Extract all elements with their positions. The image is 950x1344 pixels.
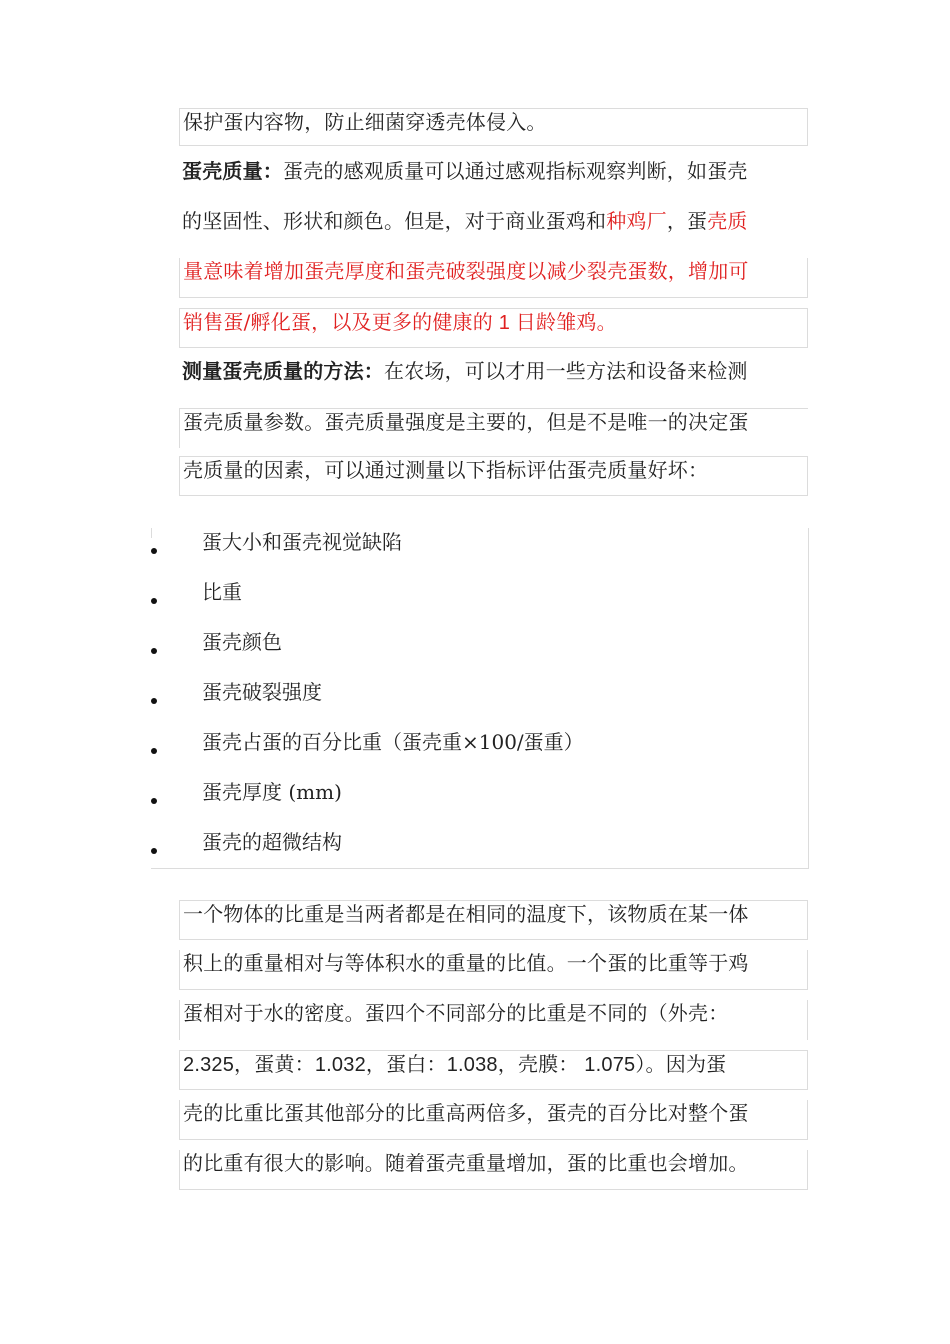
- paragraph-line: [179, 1050, 808, 1090]
- bullet-icon: [151, 848, 157, 854]
- paragraph-line: [179, 456, 808, 496]
- bullet-icon: [151, 748, 157, 754]
- paragraph-text: 的比重有很大的影响。随着蛋壳重量增加，蛋的比重也会增加。: [183, 1151, 749, 1175]
- list-item-text: 蛋壳占蛋的百分比重（蛋壳重×100/蛋重）: [202, 730, 584, 754]
- list-item-text: 蛋大小和蛋壳视觉缺陷: [202, 530, 402, 554]
- paragraph-text: 壳质量的因素，可以通过测量以下指标评估蛋壳质量好坏：: [183, 458, 709, 482]
- list-item: [151, 579, 791, 619]
- paragraph-line: [179, 408, 808, 448]
- paragraph-text: ，蛋: [666, 209, 708, 233]
- paragraph-text: 壳的比重比蛋其他部分的比重高两倍多，蛋壳的百分比对整个蛋: [183, 1101, 749, 1125]
- paragraph-line: [179, 1100, 808, 1140]
- list-item: [151, 729, 791, 769]
- paragraph-text: 2.325，蛋黄：1.032，蛋白：1.038，壳膜： 1.075）。因为蛋: [183, 1054, 727, 1076]
- list-item-text: 蛋壳颜色: [202, 630, 282, 654]
- highlight-text: 种鸡厂: [606, 209, 667, 233]
- bullet-icon: [151, 598, 157, 604]
- list-item: [151, 779, 791, 819]
- list-item-text: 蛋壳破裂强度: [202, 680, 322, 704]
- highlight-number: 1: [492, 312, 516, 334]
- paragraph-text: 一个物体的比重是当两者都是在相同的温度下，该物质在某一体: [183, 902, 749, 926]
- list-item: [151, 529, 791, 569]
- highlight-text: 销售蛋/孵化蛋，以及更多的健康的: [183, 310, 493, 334]
- paragraph-line: [179, 1150, 808, 1190]
- paragraph-text: 保护蛋内容物，防止细菌穿透壳体侵入。: [183, 110, 547, 134]
- highlight-text: 量意味着增加蛋壳厚度和蛋壳破裂强度以减少裂壳蛋数，增加可: [183, 259, 749, 283]
- list-item-text: 比重: [202, 580, 242, 604]
- list-item: [151, 629, 791, 669]
- paragraph-line: [179, 258, 808, 298]
- section-label: 测量蛋壳质量的方法：: [182, 359, 384, 383]
- paragraph-line: [179, 308, 808, 348]
- highlight-text: 日龄雏鸡。: [515, 310, 617, 334]
- section-label: 蛋壳质量：: [182, 159, 283, 183]
- bullet-icon: [151, 548, 157, 554]
- paragraph-line: [179, 358, 808, 396]
- list-item: [151, 829, 791, 869]
- paragraph-text: 蛋相对于水的密度。蛋四个不同部分的比重是不同的（外壳：: [183, 1001, 729, 1025]
- paragraph-line: [179, 208, 808, 246]
- paragraph-line: [179, 158, 808, 196]
- bullet-icon: [151, 648, 157, 654]
- paragraph-text: 蛋壳的感观质量可以通过感观指标观察判断，如蛋壳: [283, 159, 748, 183]
- paragraph-text: 的坚固性、形状和颜色。但是，对于商业蛋鸡和: [182, 209, 607, 233]
- bullet-icon: [151, 798, 157, 804]
- paragraph-line: [179, 108, 808, 146]
- bullet-icon: [151, 698, 157, 704]
- paragraph-text: 积上的重量相对与等体积水的重量的比值。一个蛋的比重等于鸡: [183, 951, 749, 975]
- paragraph-text: 蛋壳质量参数。蛋壳质量强度是主要的，但是不是唯一的决定蛋: [183, 410, 749, 434]
- list-item: [151, 679, 791, 719]
- paragraph-text: 在农场，可以才用一些方法和设备来检测: [384, 359, 748, 383]
- highlight-text: 壳质: [707, 209, 748, 233]
- paragraph-line: [179, 950, 808, 990]
- list-item-text: 蛋壳的超微结构: [202, 830, 342, 854]
- list-item-text: 蛋壳厚度 (mm): [202, 780, 342, 804]
- paragraph-line: [179, 1000, 808, 1040]
- paragraph-line: [179, 900, 808, 940]
